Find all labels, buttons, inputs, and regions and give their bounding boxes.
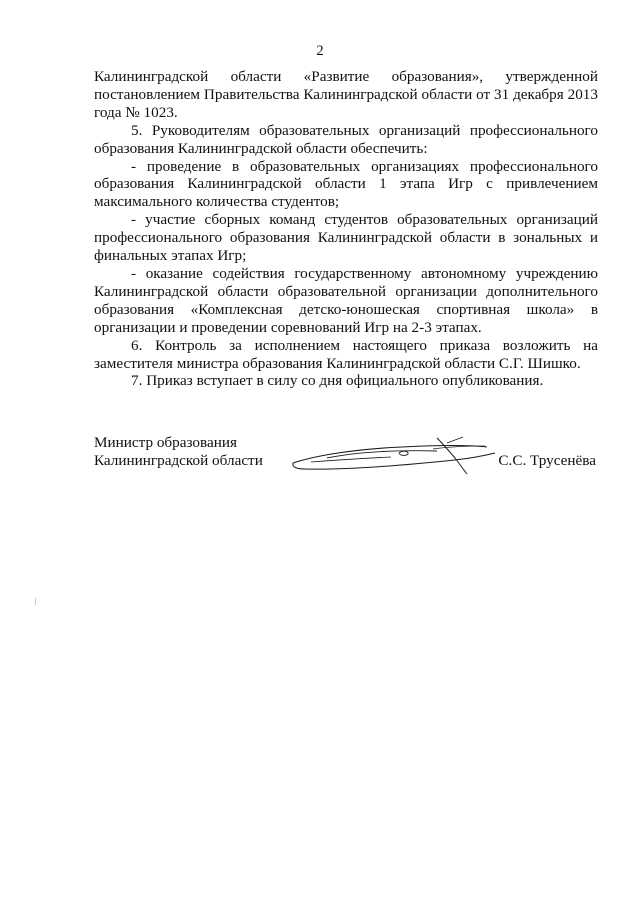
paragraph-subitem-assistance: - оказание содействия государственному автономному учреждению Калининградской области образовательной организации дополнительного образования «Комплексная детско-юношеская спортивная школа» в организации и проведении соревнований Игр на 2-3 этапах. xyxy=(94,264,598,336)
paragraph-subitem-teams: - участие сборных команд студентов образовательных организаций профессионального образования Калининградской области в зональных и финальных этапах Игр; xyxy=(94,211,598,265)
handwritten-signature xyxy=(287,434,502,478)
paragraph-continuation: Калининградской области «Развитие образования», утвержденной постановлением Правительства Калининградской области от 31 декабря 2013 года № 1023. xyxy=(94,68,598,121)
paragraph-item-5: 5. Руководителям образовательных организаций профессионального образования Калининградской области обеспечить: xyxy=(94,121,598,157)
signer-title-line-1: Министр образования xyxy=(94,434,237,451)
paragraph-subitem-stage-1: - проведение в образовательных организациях профессионального образования Калининградской области 1 этапа Игр с привлечением максимального количества студентов; xyxy=(94,157,598,211)
signer-title-line-2: Калининградской области xyxy=(94,451,263,469)
scan-artifact xyxy=(35,598,36,605)
paragraph-item-6: 6. Контроль за исполнением настоящего приказа возложить на заместителя министра образования Калининградской области С.Г. Шишко. xyxy=(94,336,598,372)
signature-block xyxy=(94,434,604,484)
signer-name: С.С. Трусенёва xyxy=(498,452,596,469)
page-number: 2 xyxy=(316,43,324,59)
paragraph-item-7: 7. Приказ вступает в силу со дня официального опубликования. xyxy=(131,372,544,390)
document-body xyxy=(94,68,598,390)
signer-title xyxy=(94,434,263,470)
